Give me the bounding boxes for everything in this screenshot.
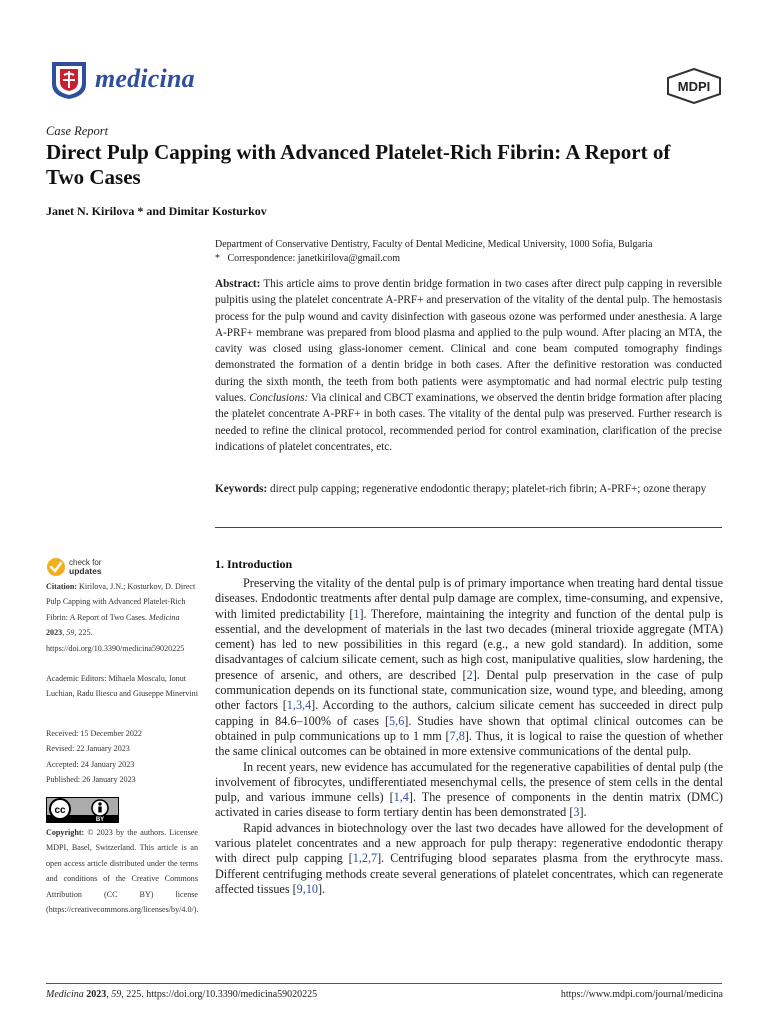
abstract: [215, 276, 722, 455]
footer-divider: [46, 983, 722, 984]
reference-link[interactable]: 1,4: [393, 790, 409, 805]
conclusions-text: Via clinical and CBCT examinations, we observed the dentin bridge formation after placing the platelet concentrate A-PRF+ in both cases. The vitality of the dental pulp was preserved. Further research is needed to refine the clinical protocol, recommended period for control examination, clarification of the precise indications of platelet concentrates, etc.: [215, 392, 723, 453]
citation-doi[interactable]: , 225. https://doi.org/10.3390/medicina59020225: [46, 628, 185, 653]
copyright-label: Copyright:: [46, 828, 85, 837]
section-heading: 1. Introduction: [215, 557, 293, 571]
abstract-divider: [215, 527, 722, 528]
abstract-label: Abstract:: [215, 278, 261, 290]
body-text: [215, 576, 723, 897]
reference-link[interactable]: 1: [353, 606, 360, 621]
mdpi-logo-text: MDPI: [677, 79, 711, 94]
reference-link[interactable]: 3: [573, 805, 580, 820]
citation-block: [46, 579, 198, 656]
academic-editors: Academic Editors: Mihaela Moscalu, Ionut Luchian, Radu Iliescu and Giuseppe Minervini: [46, 674, 198, 699]
correspondence: * Correspondence: janetkirilova@gmail.com: [215, 253, 400, 264]
citation-volume: 59: [66, 628, 75, 638]
article-authors: Janet N. Kirilova * and Dimitar Kosturkov: [46, 204, 267, 218]
article-type: Case Report: [46, 124, 109, 138]
text-run: ].: [579, 805, 587, 820]
abstract-text: This article aims to prove dentin bridge formation in two cases after direct pulp capping in reversible pulpitis using the platelet concentrate A-PRF+ and preservation of the vitality of the dental pulp. The hemostasis process for the pulp wound and cavity disinfection with gaseous ozone was performed under anesthesia. A large A-PRF+ membrane was prepared from blood plasma and applied to the pulp wound. After placing an MTA, the cavity was closed using glass-ionomer cement. Clinical and cone beam computed tomography findings demonstrated the formation of a dentin bridge in both cases. After the definitive restoration was conducted during the sixth month, the teeth from both patients were asymptomatic and had normal electric pulp testing values.: [215, 278, 722, 405]
citation-comma: ,: [62, 628, 67, 638]
footer-url[interactable]: https://www.mdpi.com/journal/medicina: [560, 989, 723, 1000]
date-revised: Revised: 22 January 2023: [46, 744, 130, 754]
date-accepted: Accepted: 24 January 2023: [46, 759, 135, 769]
footer-year: 2023: [86, 989, 107, 1000]
text-run: In recent years, new evidence has accumulated for the regenerative capabilities of dental pulp (the involvement of fibrocytes, undifferentiated mesenchymal cells, the presence of stem cells in the dental pulp, and various immune cells) [: [215, 759, 723, 805]
footer-citation: Medicina 2023, 59, 225. https://doi.org/10.3390/medicina59020225: [46, 989, 318, 1000]
footer-journal: Medicina: [46, 989, 84, 1000]
paragraph-3: [215, 821, 723, 897]
affiliation: Department of Conservative Dentistry, Faculty of Dental Medicine, Medical University, 1000 Sofia, Bulgaria: [215, 239, 653, 250]
reference-link[interactable]: 1,3,4: [286, 698, 312, 713]
journal-logo-icon: [50, 60, 88, 100]
text-run: Rapid advances in biotechnology over the last two decades have allowed for the development of various platelet concentrates and a new approach for pulp therapy: regenerative endodontic therapy with direct pulp capping [: [215, 820, 723, 866]
cc-by-license-icon[interactable]: [46, 797, 119, 823]
footer-doi[interactable]: , 225. https://doi.org/10.3390/medicina59020225: [121, 989, 318, 1000]
date-published: Published: 26 January 2023: [46, 775, 136, 785]
reference-link[interactable]: 2: [466, 667, 473, 682]
text-run: ]. Dental pulp preservation in the case of pulp communication depends on its functional state, communication size, wound type, and bleeding, among other factors [: [215, 667, 723, 713]
paragraph-2: [215, 760, 723, 821]
reference-link[interactable]: 9,10: [296, 881, 318, 896]
text-run: Preserving the vitality of the dental pulp is of primary importance when treating hard dental tissue diseases. Endodontic treatments after dental pulp damage are complex, time-consuming, and expensive, with limited predictability [: [215, 576, 723, 621]
text-run: ]. Thus, it is logical to raise the question of whether the same clinical outcomes can be obtained in more extensive communications of the dental pulp.: [215, 728, 724, 759]
citation-year: 2023: [46, 628, 63, 638]
check-updates-line2: updates: [69, 566, 102, 576]
cc-by-label: BY: [95, 817, 105, 823]
mdpi-logo: [666, 68, 722, 104]
reference-link[interactable]: 5,6: [389, 713, 405, 728]
check-for-updates-badge[interactable]: [46, 556, 116, 578]
paragraph-1: [215, 576, 723, 760]
conclusions-label: Conclusions:: [249, 392, 309, 405]
dates-block: [46, 726, 198, 788]
affiliation-block: [215, 238, 725, 266]
text-run: ]. Therefore, maintaining the integrity and function of the dental pulp is essential, and the development of materials in the last two decades (mineral trioxide aggregate (MTA) cement) has led to new possibilities in this regard (e.g., a new gold standard). In addition, some disadvantages of calcium silicate cement, such as high cost, manipulative qualities, slow hardening, the presence of arsenic, and others, are described [: [215, 606, 723, 682]
article-title: Direct Pulp Capping with Advanced Platelet-Rich Fibrin: A Report of Two Cases: [46, 140, 671, 189]
citation-journal: Medicina: [148, 612, 180, 622]
cc-label: cc: [54, 805, 66, 816]
reference-link[interactable]: 1,2,7: [352, 851, 378, 866]
journal-name: medicina: [95, 64, 195, 93]
check-updates-line1: check for: [69, 558, 102, 567]
text-run: ]. According to the authors, calcium silicate cement has succeeded in direct pulp capping in 84.6–100% of cases [: [215, 698, 723, 728]
text-run: ]. Centrifuging blood separates plasma from the erythrocyte mass. Different centrifuging methods create several generations of platelet concentrates, which can regenerate affected tissues [: [215, 851, 724, 896]
text-run: ]. The presence of components in the dentin matrix (DMC) activated in caries disease to form tertiary dentin has been demonstrated [: [215, 790, 723, 820]
citation-text: Kirilova, J.N.; Kosturkov, D. Direct Pulp Capping with Advanced Platelet-Rich Fibrin: A Report of Two Cases.: [46, 582, 196, 622]
reference-link[interactable]: 7,8: [449, 728, 465, 743]
text-run: ]. Studies have shown that optimal clinical outcomes can be obtained in pulp communications up to 1 mm [: [215, 713, 723, 743]
copyright-text: © 2023 by the authors. Licensee MDPI, Basel, Switzerland. This article is an open access article distributed under the terms and conditions of the Creative Commons Attribution (CC BY) license (https://creativecommons.org/licenses/by/4.0/).: [46, 828, 199, 915]
keywords-label: Keywords:: [215, 483, 268, 495]
keywords-text: direct pulp capping; regenerative endodontic therapy; platelet-rich fibrin; A-PRF+; ozone therapy: [267, 483, 707, 495]
footer-volume: 59: [111, 989, 122, 1000]
keywords: [215, 481, 722, 497]
check-updates-icon: [47, 558, 65, 576]
citation-label: Citation:: [46, 582, 78, 591]
copyright-block: [46, 825, 198, 917]
date-received: Received: 15 December 2022: [46, 729, 142, 738]
text-run: ].: [318, 881, 326, 896]
